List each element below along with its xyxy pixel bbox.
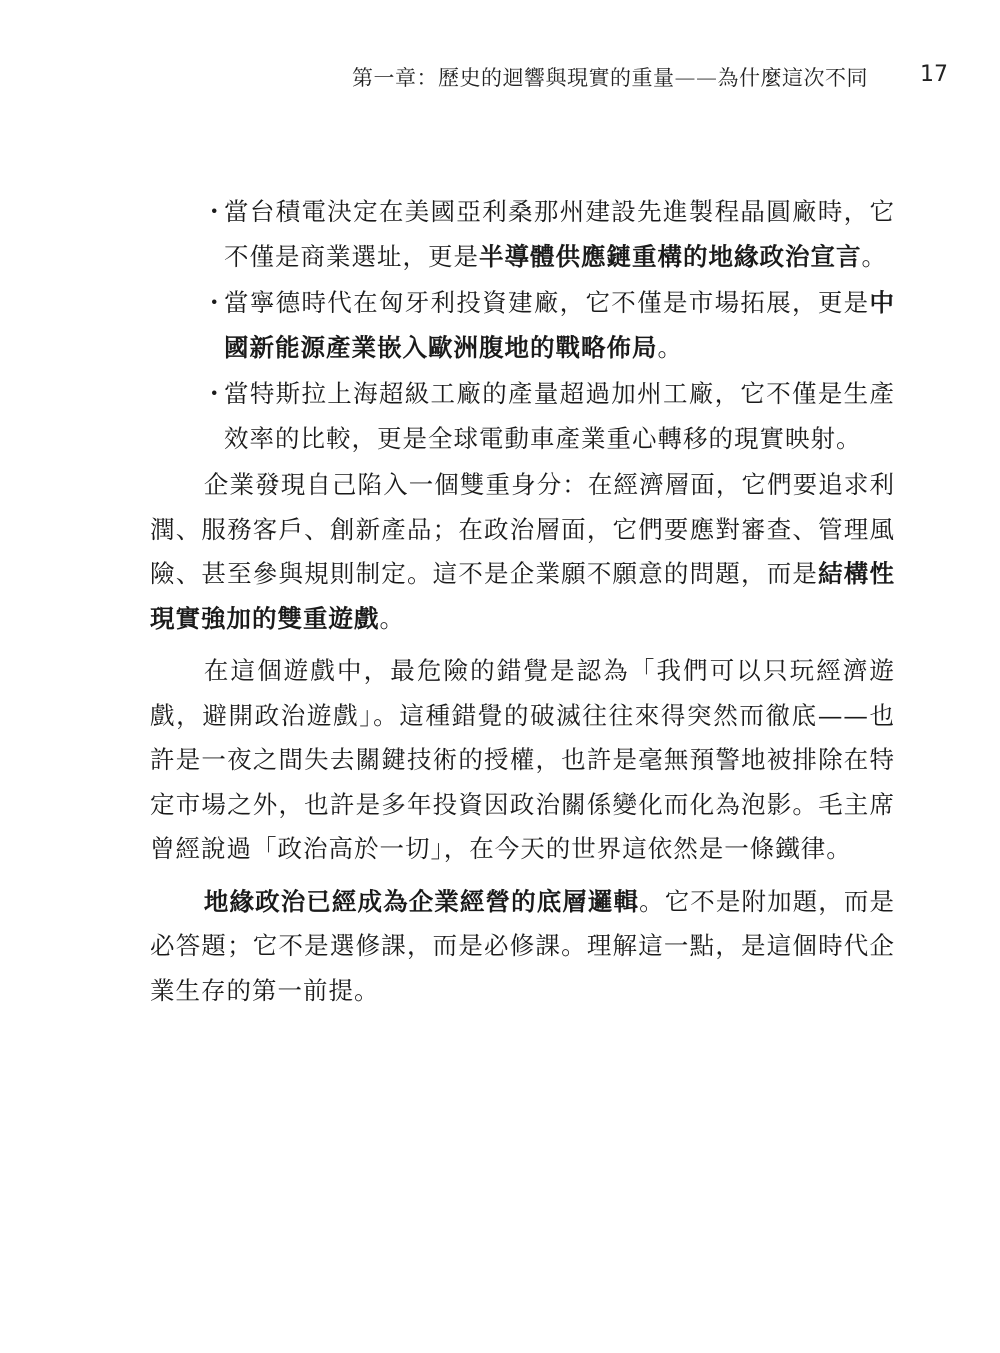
- paragraph-text: 在這個遊戲中，最危險的錯覺是認為「我們可以只玩經濟遊戲，避開政治遊戲」。這種錯覺的破滅往往來得突然而徹底——也許是一夜之間失去關鍵技術的授權，也許是毫無預警地被排除在特定市場之外，也許是多年投資因政治關係變化而化為泡影。毛主席曾經說過「政治高於一切」，在今天的世界這依然是一條鐵律。: [150, 656, 895, 863]
- bullet-text: 當特斯拉上海超級工廠的產量超過加州工廠，它不僅是生產效率的比較，更是全球電動車產業重心轉移的現實映射。: [224, 379, 895, 453]
- page-number: 17: [920, 62, 948, 87]
- bullet-marker: ・: [202, 197, 228, 226]
- paragraph: [150, 649, 895, 872]
- bullet-text: 當台積電決定在美國亞利桑那州建設先進製程晶圓廠時，它不僅是商業選址，更是: [224, 197, 895, 271]
- bullet-marker: ・: [202, 379, 228, 408]
- running-header: [0, 62, 1000, 96]
- running-title: 第一章：歷史的迴響與現實的重量——為什麼這次不同: [352, 66, 868, 90]
- paragraph-tail: 。: [379, 603, 405, 633]
- paragraph-bold-text: 結構性現實強加的雙重遊戲: [150, 559, 896, 633]
- paragraph-text: 企業發現自己陷入一個雙重身分：在經濟層面，它們要追求利潤、服務客戶、創新產品；在政治層面，它們要應對審查、管理風險、甚至參與規則制定。這不是企業願不願意的問題，而是: [150, 470, 895, 588]
- bullet-item: [202, 281, 895, 370]
- paragraph-text: 。它不是附加題，而是必答題；它不是選修課，而是必修課。理解這一點，是這個時代企業生存的第一前提。: [150, 886, 896, 1005]
- bullet-tail: 。: [657, 332, 683, 362]
- bullet-item: [202, 190, 895, 279]
- paragraph: [150, 463, 895, 641]
- bullet-bold-text: 中國新能源產業嵌入歐洲腹地的戰略佈局: [224, 288, 895, 362]
- paragraph-lead-bold: 地緣政治已經成為企業經營的底層邏輯: [203, 886, 640, 916]
- bullet-tail: 。: [861, 241, 887, 271]
- bullet-text: 當寧德時代在匈牙利投資建廠，它不僅是市場拓展，更是: [224, 288, 870, 317]
- page-body: [150, 190, 895, 1021]
- bullet-bold-text: 半導體供應鏈重構的地緣政治宣言: [479, 241, 862, 271]
- bullet-marker: ・: [202, 288, 228, 317]
- bullet-list: [150, 190, 895, 461]
- bullet-item: [202, 372, 895, 461]
- paragraph: [150, 880, 895, 1014]
